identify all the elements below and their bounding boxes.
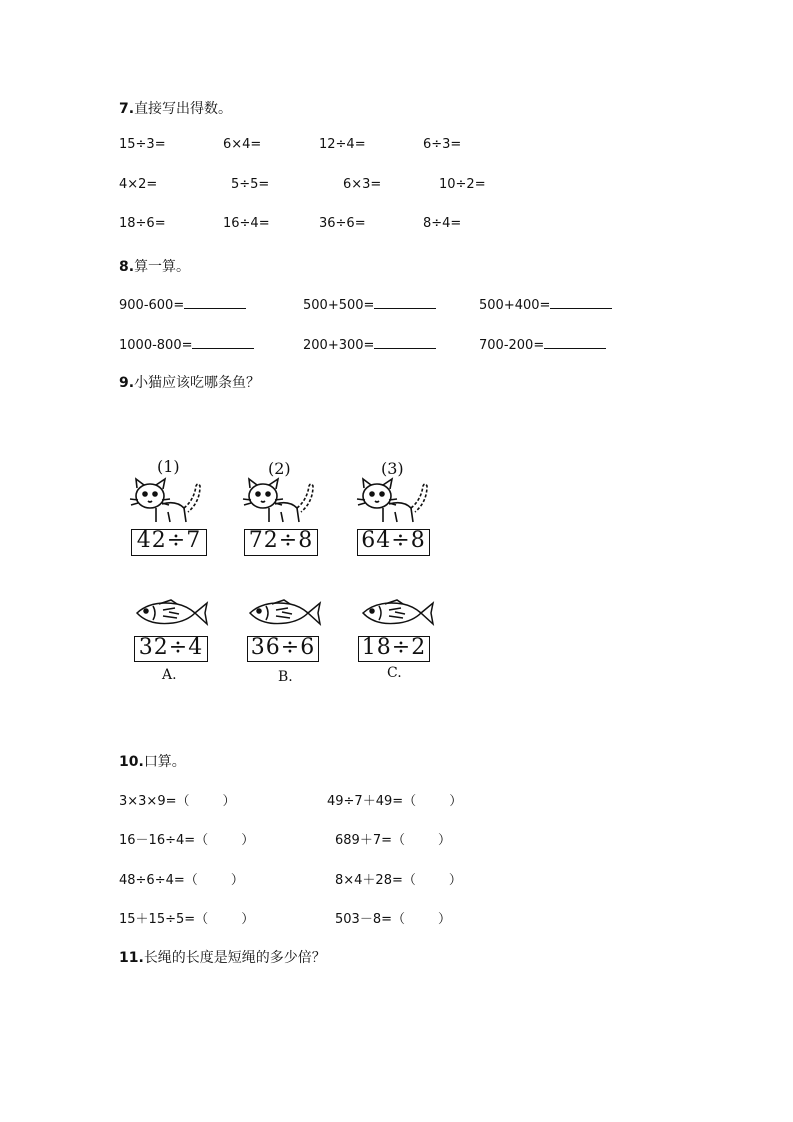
fish-option-letter: C.	[387, 665, 402, 681]
q10-item: 49÷7＋49=（ ）	[327, 794, 463, 809]
q7-title: 直接写出得数。	[134, 101, 233, 117]
q10-item: 48÷6÷4=（ ）	[119, 873, 244, 888]
cat-icon	[355, 478, 433, 526]
q7-item: 6×3=	[343, 177, 382, 192]
q10-number: 10.	[119, 754, 144, 770]
q7-item: 5÷5=	[231, 177, 270, 192]
cat-expression-box: 64÷8	[357, 529, 430, 556]
q7-item: 15÷3=	[119, 137, 166, 152]
fish-expression-box: 18÷2	[358, 636, 430, 662]
fish-icon	[133, 598, 209, 628]
q8-item	[479, 296, 612, 313]
cat-expression-box: 72÷8	[244, 529, 318, 556]
cat-label: (2)	[268, 459, 291, 478]
q10-item: 8×4＋28=（ ）	[335, 873, 462, 888]
q8-item	[479, 336, 606, 353]
q11-title: 长绳的长度是短绳的多少倍？	[143, 950, 326, 966]
fish-icon	[246, 598, 322, 628]
cat-icon	[241, 478, 319, 526]
q10-title: 口算。	[143, 754, 186, 770]
q7-item: 16÷4=	[223, 216, 270, 231]
q7-item: 12÷4=	[319, 137, 366, 152]
answer-blank[interactable]	[184, 296, 246, 309]
cat-icon	[128, 478, 206, 526]
fish-expression-box: 32÷4	[134, 636, 208, 662]
q9-title: 小猫应该吃哪条鱼？	[134, 375, 261, 391]
answer-blank[interactable]	[544, 336, 606, 349]
q8-expression: 900-600=	[119, 298, 185, 313]
q9-heading	[119, 372, 260, 392]
q8-expression: 200+300=	[303, 338, 375, 353]
q8-expression: 1000-800=	[119, 338, 193, 353]
fish-expression-box: 36÷6	[247, 636, 319, 662]
answer-blank[interactable]	[192, 336, 254, 349]
cat-label: (3)	[381, 459, 404, 478]
cat-label: (1)	[157, 457, 180, 476]
q7-item: 4×2=	[119, 177, 158, 192]
q7-item: 36÷6=	[319, 216, 366, 231]
q8-title: 算一算。	[134, 259, 191, 275]
q8-item	[119, 296, 246, 313]
q8-heading	[119, 256, 190, 276]
q10-item: 16－16÷4=（ ）	[119, 833, 255, 848]
answer-blank[interactable]	[550, 296, 612, 309]
fish-option-letter: B.	[278, 669, 293, 685]
cat-expression-box: 42÷7	[131, 529, 207, 556]
q11-heading	[119, 947, 326, 967]
fish-icon	[359, 598, 435, 628]
q8-item	[303, 336, 436, 353]
q7-heading	[119, 98, 232, 118]
q8-item	[303, 296, 436, 313]
fish-option-letter: A.	[162, 667, 177, 683]
q10-heading	[119, 751, 186, 771]
q7-item: 10÷2=	[439, 177, 486, 192]
answer-blank[interactable]	[374, 336, 436, 349]
q8-item	[119, 336, 254, 353]
q9-number: 9.	[119, 375, 135, 391]
q8-expression: 700-200=	[479, 338, 545, 353]
answer-blank[interactable]	[374, 296, 436, 309]
q10-item: 503－8=（ ）	[335, 912, 452, 927]
q7-item: 18÷6=	[119, 216, 166, 231]
q10-item: 689＋7=（ ）	[335, 833, 452, 848]
q7-number: 7.	[119, 101, 135, 117]
q7-item: 6×4=	[223, 137, 262, 152]
q8-expression: 500+400=	[479, 298, 551, 313]
q11-number: 11.	[119, 950, 144, 966]
q7-item: 6÷3=	[423, 137, 462, 152]
q10-item: 15＋15÷5=（ ）	[119, 912, 255, 927]
q10-item: 3×3×9=（ ）	[119, 794, 236, 809]
q8-number: 8.	[119, 259, 135, 275]
q8-expression: 500+500=	[303, 298, 375, 313]
q7-item: 8÷4=	[423, 216, 462, 231]
